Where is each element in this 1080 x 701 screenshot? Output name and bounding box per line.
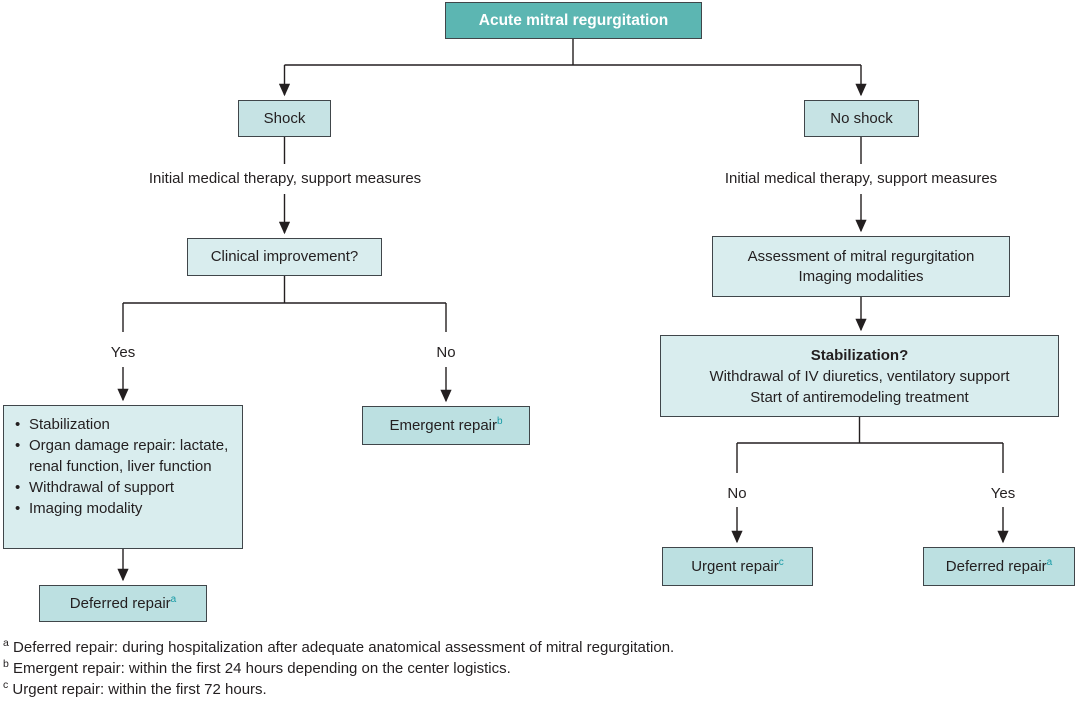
no-shock-node	[804, 100, 919, 137]
therapy-text-left: Initial medical therapy, support measures	[115, 170, 455, 188]
assessment-line: Imaging modalities	[798, 267, 924, 285]
stabilization-list-node	[3, 405, 243, 549]
bullet-item: • Imaging modality	[14, 498, 232, 519]
clinical-improvement-label: Clinical improvement?	[210, 248, 359, 265]
root-node	[445, 2, 702, 39]
footnote-ref-b: b	[497, 415, 503, 427]
footnote-ref-a: a	[170, 593, 177, 605]
assessment-line: Assessment of mitral regurgitation	[747, 247, 975, 265]
stabilization-line: Withdrawal of IV diuretics, ventilatory support	[709, 367, 1010, 385]
assessment-node	[712, 236, 1010, 297]
bullet-item: • Organ damage repair: lactate, renal function, liver function	[14, 435, 232, 477]
deferred-repair-left-label: Deferred repair$^a$	[69, 593, 177, 612]
yes-label-right: Yes	[973, 485, 1033, 503]
footnote-b: $^b$ Emergent repair: within the first 24 hours depending on the center logistics.	[3, 658, 511, 677]
root-label: Acute mitral regurgitation	[478, 11, 669, 29]
urgent-repair-label: Urgent repair$^c$	[691, 556, 784, 575]
shock-label: Shock	[263, 109, 306, 127]
footnote-ref-c: c	[778, 556, 784, 568]
clinical-improvement-node	[187, 238, 382, 276]
stabilization-list	[14, 414, 232, 519]
no-label-right: No	[707, 485, 767, 503]
stabilization-line: Start of antiremodeling treatment	[750, 388, 969, 406]
emergent-repair-label: Emergent repair$^b$	[389, 415, 503, 434]
shock-node	[238, 100, 331, 137]
bullet-item: • Withdrawal of support	[14, 477, 232, 498]
urgent-repair-node	[662, 547, 813, 586]
deferred-repair-right-node	[923, 547, 1075, 586]
footnote-ref-a: a	[1046, 556, 1053, 568]
stabilization-title: Stabilization?	[810, 346, 909, 364]
deferred-repair-left-node	[39, 585, 207, 622]
footnotes	[3, 637, 1073, 700]
therapy-text-right: Initial medical therapy, support measures	[691, 170, 1031, 188]
deferred-repair-right-label: Deferred repair$^a$	[945, 556, 1053, 575]
footnote-c: $^c$ Urgent repair: within the first 72 hours.	[3, 679, 267, 698]
stabilization-question-node	[660, 335, 1059, 417]
emergent-repair-node	[362, 406, 530, 445]
yes-label-left: Yes	[93, 344, 153, 362]
no-shock-label: No shock	[830, 109, 893, 127]
no-label-left: No	[416, 344, 476, 362]
bullet-item: • Stabilization	[14, 414, 232, 435]
footnote-a: $^a$ Deferred repair: during hospitalization after adequate anatomical assessment of mitral regurgitation.	[3, 637, 675, 656]
